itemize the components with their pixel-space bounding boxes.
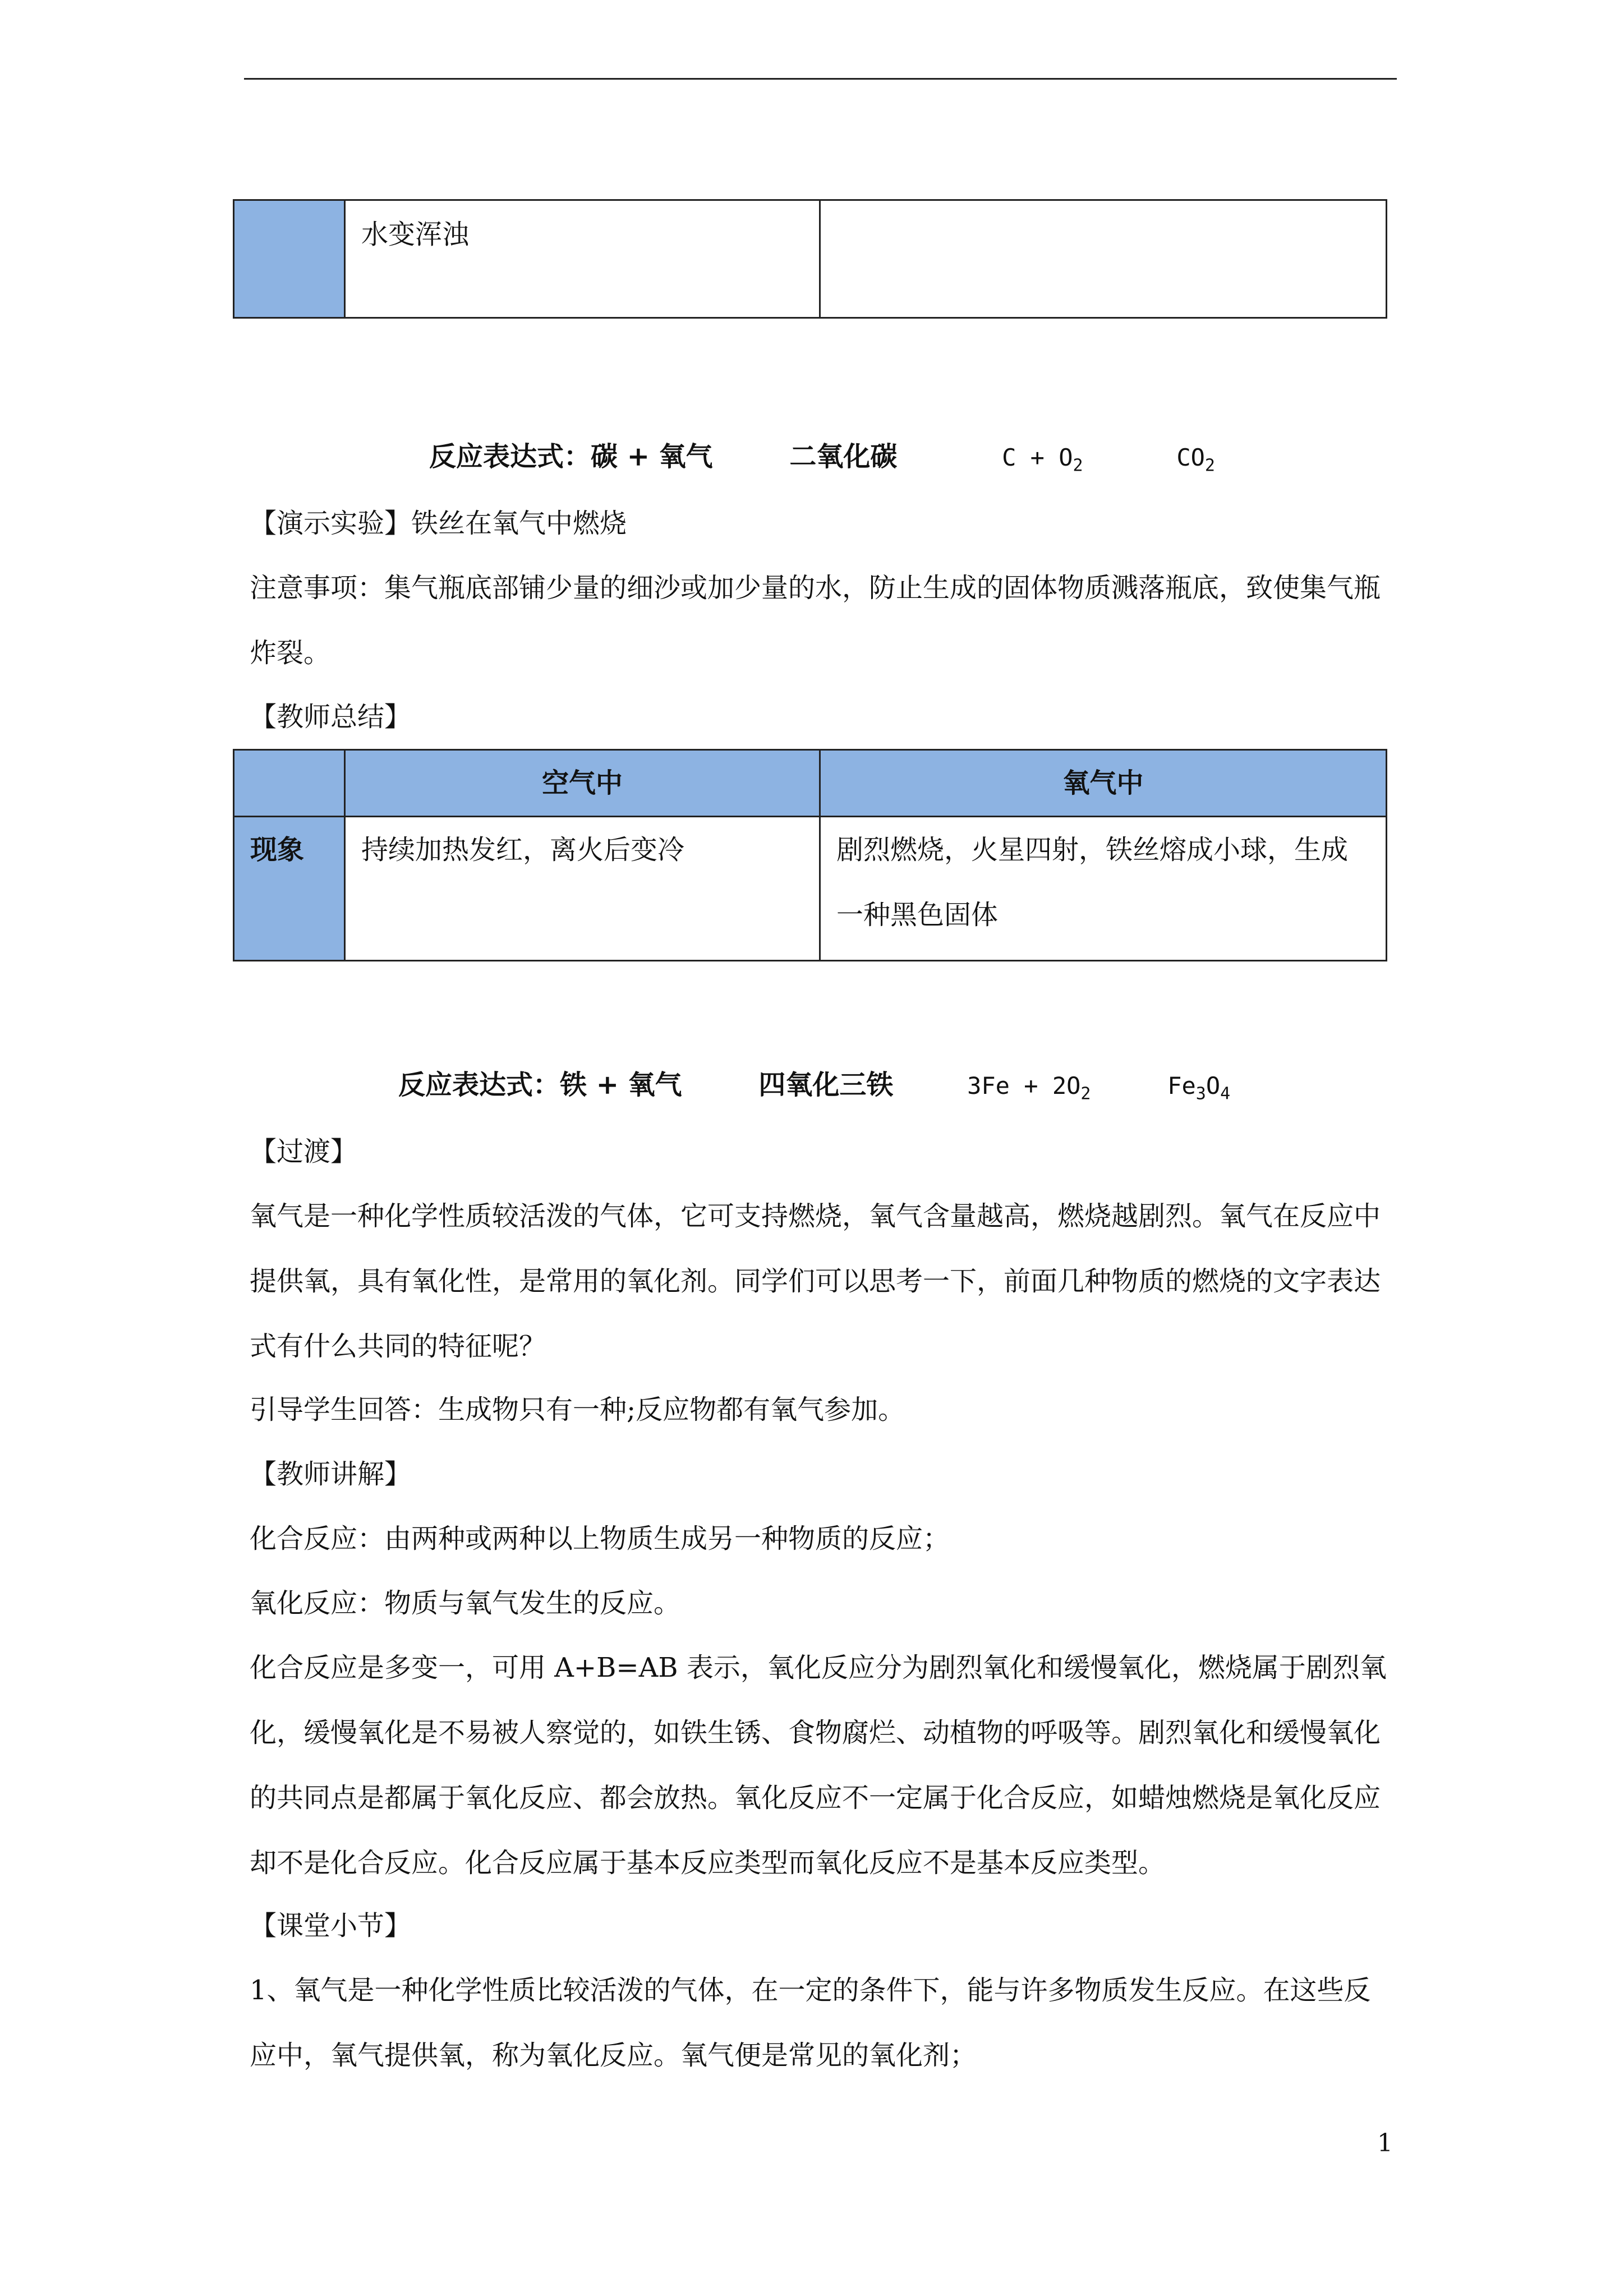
equation-product: 四氧化三铁 <box>758 1069 894 1101</box>
teacher-explain-heading: 【教师讲解】 <box>250 1458 412 1490</box>
note-paragraph: 注意事项：集气瓶底部铺少量的细沙或加少量的水，防止生成的固体物质溅落瓶底，致使集气瓶炸裂。 <box>250 572 1381 669</box>
demo-heading: 【演示实验】铁丝在氧气中燃烧 <box>250 508 627 539</box>
equation-label: 反应表达式：碳 + 氧气 <box>429 441 713 472</box>
page-number: 1 <box>1377 2129 1393 2157</box>
explain-paragraph: 化合反应是多变一，可用 A+B=AB 表示，氧化反应分为剧烈氧化和缓慢氧化，燃烧属于剧烈氧化，缓慢氧化是不易被人察觉的，如铁生锈、食物腐烂、动植物的呼吸等。剧烈氧化和缓慢氧化的共同点是都属于氧化反应、都会放热。氧化反应不一定属于化合反应，如蜡烛燃烧是氧化反应却不是化合反应。化合反应属于基本反应类型而氧化反应不是基本反应类型。 <box>250 1652 1387 1879</box>
table-cell <box>820 200 1387 318</box>
definition-combination: 化合反应：由两种或两种以上物质生成另一种物质的反应； <box>250 1523 950 1554</box>
table-cell-air: 持续加热发红，离火后变冷 <box>345 817 820 961</box>
table-header-air: 空气中 <box>345 750 820 817</box>
transition-heading: 【过渡】 <box>250 1136 358 1167</box>
equation-label: 反应表达式：铁 + 氧气 <box>398 1069 682 1101</box>
table-row <box>234 200 1387 318</box>
table-cell-oxygen: 剧烈燃烧，火星四射，铁丝熔成小球，生成一种黑色固体 <box>820 817 1387 961</box>
table-iron-phenomena <box>233 749 1387 961</box>
table-row <box>234 817 1387 961</box>
header-rule <box>244 78 1397 80</box>
equation-formula-rhs: $CO_2$ <box>1176 444 1215 476</box>
equation-carbon <box>429 435 1215 475</box>
equation-product: 二氧化碳 <box>789 441 898 472</box>
guide-paragraph: 引导学生回答：生成物只有一种;反应物都有氧气参加。 <box>250 1394 905 1425</box>
equation-iron <box>398 1063 1230 1103</box>
summary-paragraph: 1、氧气是一种化学性质比较活泼的气体，在一定的条件下，能与许多物质发生反应。在这些反应中，氧气提供氧，称为氧化反应。氧气便是常见的氧化剂； <box>250 1975 1371 2071</box>
transition-paragraph: 氧气是一种化学性质较活泼的气体，它可支持燃烧，氧气含量越高，燃烧越剧烈。氧气在反应中提供氧，具有氧化性，是常用的氧化剂。同学们可以思考一下，前面几种物质的燃烧的文字表达式有什么共同的特征呢？ <box>250 1200 1381 1362</box>
table-row-label: 现象 <box>234 817 345 961</box>
definition-oxidation: 氧化反应：物质与氧气发生的反应。 <box>250 1588 681 1619</box>
equation-formula-lhs: $3Fe + 2O_2$ <box>967 1072 1091 1104</box>
table-header-empty <box>234 750 345 817</box>
table-cell-label <box>234 200 345 318</box>
equation-formula-lhs: $C + O_2$ <box>1002 444 1083 476</box>
teacher-summary-heading: 【教师总结】 <box>250 701 412 733</box>
equation-formula-rhs: $Fe_3O_4$ <box>1167 1072 1231 1104</box>
summary-heading: 【课堂小节】 <box>250 1910 412 1941</box>
table-header-oxygen: 氧气中 <box>820 750 1387 817</box>
table-header-row <box>234 750 1387 817</box>
table-continued <box>233 199 1387 319</box>
table-cell: 水变浑浊 <box>345 200 820 318</box>
